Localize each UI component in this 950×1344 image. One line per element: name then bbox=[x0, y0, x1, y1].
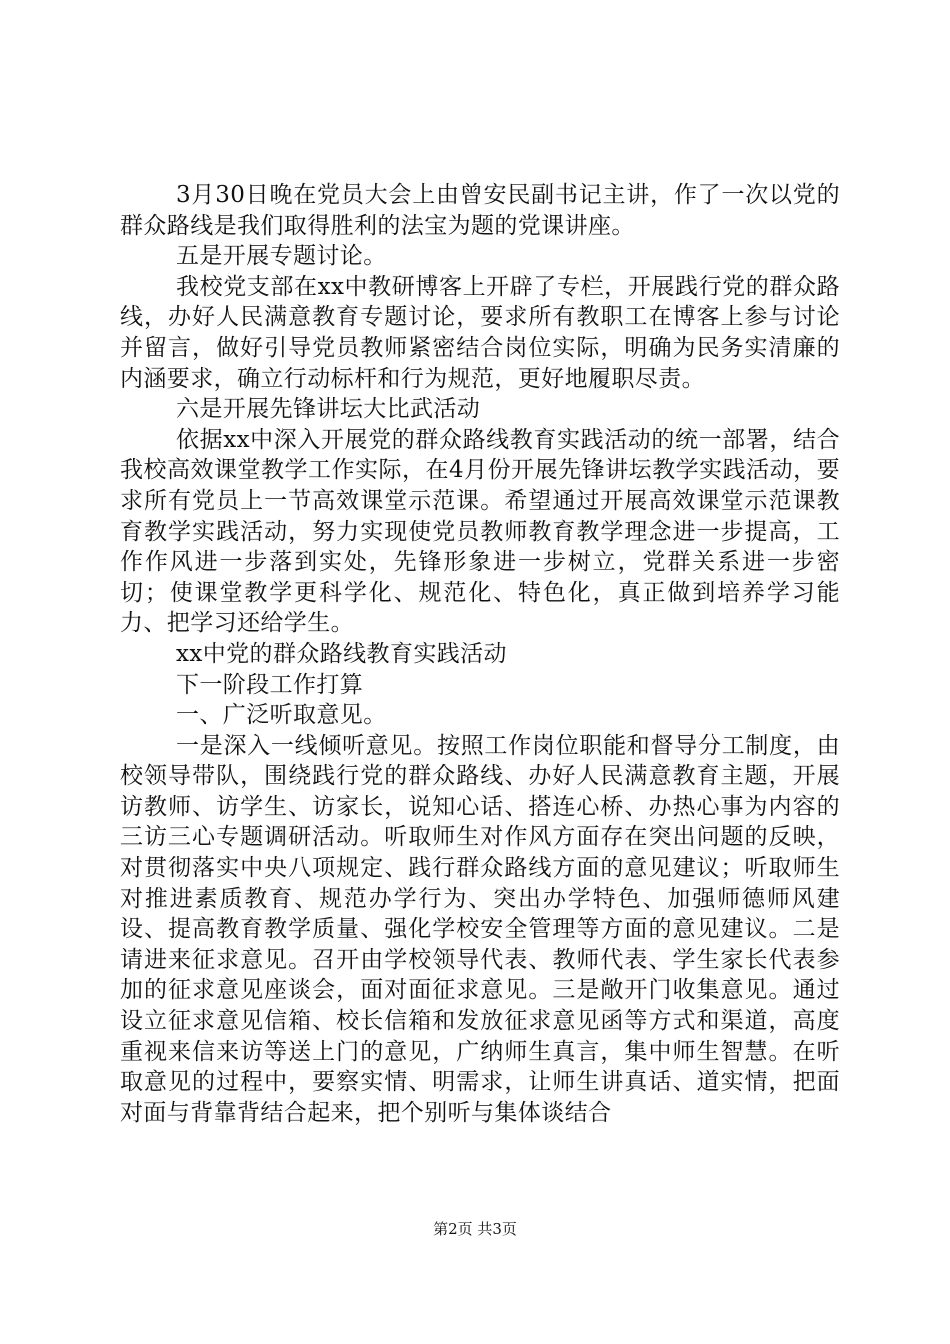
page-number-footer: 第2页 共3页 bbox=[433, 1220, 517, 1238]
paragraph-heading-6: 六是开展先锋讲坛大比武活动 bbox=[176, 396, 481, 423]
paragraph-heading-1: 一、广泛听取意见。 bbox=[176, 702, 387, 729]
paragraph-pioneer-forum: 依据xx中深入开展党的群众路线教育实践活动的统一部署，结合我校高效课堂教学工作实际，在4月份开展先锋讲坛教学实践活动，要求所有党员上一节高效课堂示范课。希望通过开展高效课堂示范课教育教学实践活动，努力实现使党员教师教育教学理念进一步提高，工作作风进一步落到实处，先锋形象进一步树立，党群关系进一步密切；使课堂教学更科学化、规范化、特色化，真正做到培养学习能力、把学习还给学生。 bbox=[120, 426, 840, 637]
paragraph-section-title: xx中党的群众路线教育实践活动 bbox=[176, 640, 507, 667]
paragraph-discussion: 我校党支部在xx中教研博客上开辟了专栏，开展践行党的群众路线，办好人民满意教育专题讨论，要求所有教职工在博客上参与讨论并留言，做好引导党员教师紧密结合岗位实际，明确为民务实清廉的内涵要求，确立行动标杆和行为规范，更好地履职尽责。 bbox=[120, 273, 840, 392]
paragraph-section-subtitle: 下一阶段工作打算 bbox=[176, 671, 364, 698]
document-body bbox=[120, 180, 840, 1128]
paragraph-heading-5: 五是开展专题讨论。 bbox=[176, 243, 387, 270]
paragraph-lecture: 3月30日晚在党员大会上由曾安民副书记主讲，作了一次以党的群众路线是我们取得胜利的法宝为题的党课讲座。 bbox=[120, 182, 840, 239]
paragraph-listen-opinions: 一是深入一线倾听意见。按照工作岗位职能和督导分工制度，由校领导带队，围绕践行党的群众路线、办好人民满意教育主题，开展访教师、访学生、访家长，说知心话、搭连心桥、办热心事为内容的三访三心专题调研活动。听取师生对作风方面存在突出问题的反映，对贯彻落实中央八项规定、践行群众路线方面的意见建议；听取师生对推进素质教育、规范办学行为、突出办学特色、加强师德师风建设、提高教育教学质量、强化学校安全管理等方面的意见建议。二是请进来征求意见。召开由学校领导代表、教师代表、学生家长代表参加的征求意见座谈会，面对面征求意见。三是敞开门收集意见。通过设立征求意见信箱、校长信箱和发放征求意见函等方式和渠道，高度重视来信来访等送上门的意见，广纳师生真言，集中师生智慧。在听取意见的过程中，要察实情、明需求，让师生讲真话、道实情，把面对面与背靠背结合起来，把个别听与集体谈结合 bbox=[120, 732, 840, 1126]
